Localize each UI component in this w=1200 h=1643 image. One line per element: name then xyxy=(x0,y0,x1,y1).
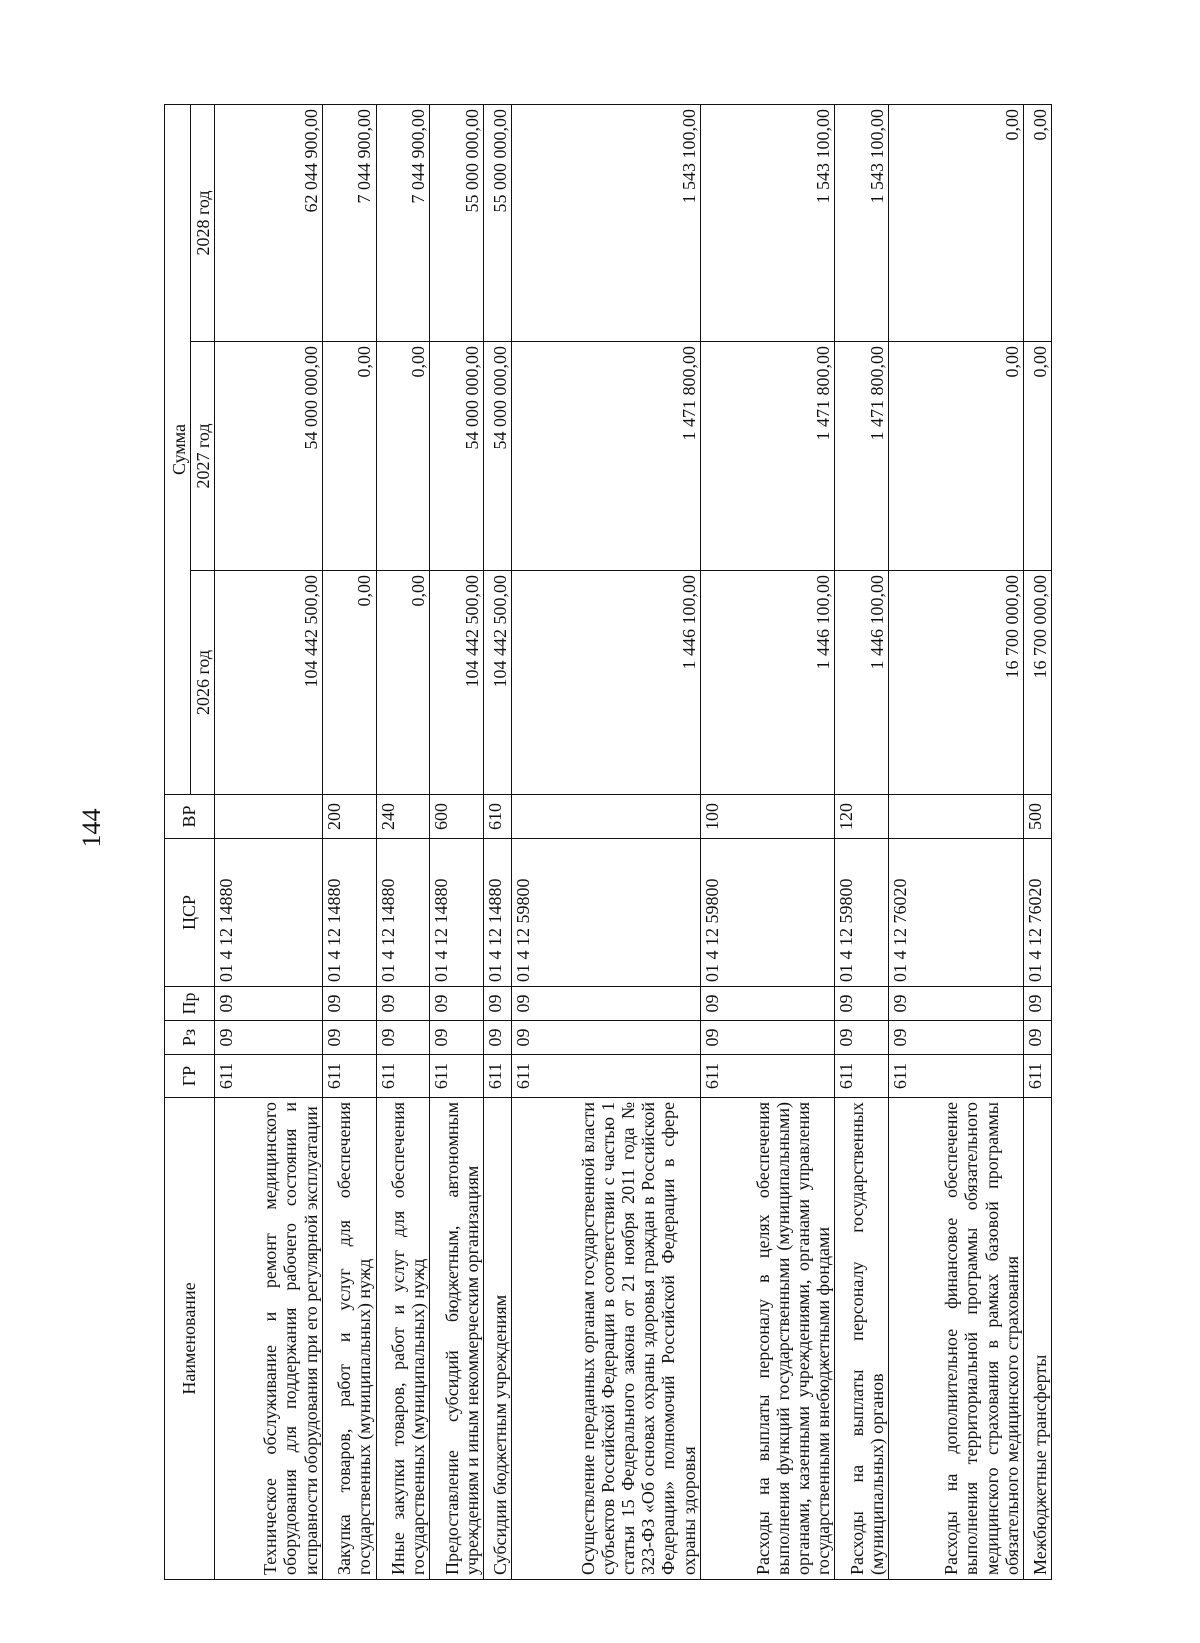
cell-amount-2028: 0,00 xyxy=(1023,104,1051,341)
cell-amount-2026: 1 446 100,00 xyxy=(835,571,889,795)
cell-pr: 09 xyxy=(430,987,484,1021)
cell-csr: 01 4 12 76020 xyxy=(1023,839,1051,987)
cell-csr: 01 4 12 59800 xyxy=(835,839,889,987)
cell-name: Расходы на выплаты персоналу государственных (муниципальных) органов xyxy=(835,1098,889,1580)
header-name: Наименование xyxy=(165,1098,215,1580)
cell-rz: 09 xyxy=(322,1021,376,1055)
cell-amount-2026: 0,00 xyxy=(322,571,376,795)
table-row xyxy=(322,104,376,1579)
cell-gr: 611 xyxy=(376,1055,430,1098)
cell-amount-2026: 104 442 500,00 xyxy=(484,571,512,795)
cell-amount-2027: 54 000 000,00 xyxy=(215,342,323,571)
cell-amount-2026: 16 700 000,00 xyxy=(1023,571,1051,795)
cell-amount-2027: 0,00 xyxy=(322,342,376,571)
header-year-2027: 2027 год xyxy=(191,342,215,571)
cell-vr xyxy=(889,795,1024,839)
cell-gr: 611 xyxy=(322,1055,376,1098)
cell-vr: 100 xyxy=(700,795,835,839)
cell-rz: 09 xyxy=(376,1021,430,1055)
header-rz: Рз xyxy=(165,1021,215,1055)
cell-csr: 01 4 12 14880 xyxy=(215,839,323,987)
cell-pr: 09 xyxy=(322,987,376,1021)
header-sum: Сумма xyxy=(165,104,191,794)
cell-amount-2027: 0,00 xyxy=(1023,342,1051,571)
cell-amount-2026: 1 446 100,00 xyxy=(512,571,700,795)
cell-gr: 611 xyxy=(215,1055,323,1098)
page-number: 144 xyxy=(77,808,106,848)
cell-pr: 09 xyxy=(512,987,700,1021)
cell-vr: 600 xyxy=(430,795,484,839)
cell-gr: 611 xyxy=(484,1055,512,1098)
cell-amount-2028: 1 543 100,00 xyxy=(700,104,835,341)
cell-rz: 09 xyxy=(512,1021,700,1055)
cell-vr: 240 xyxy=(376,795,430,839)
table-row xyxy=(835,104,889,1579)
cell-vr: 500 xyxy=(1023,795,1051,839)
cell-amount-2028: 55 000 000,00 xyxy=(484,104,512,341)
header-year-2026: 2026 год xyxy=(191,571,215,795)
cell-gr: 611 xyxy=(700,1055,835,1098)
cell-rz: 09 xyxy=(835,1021,889,1055)
table-row xyxy=(1023,104,1051,1579)
cell-amount-2027: 54 000 000,00 xyxy=(484,342,512,571)
cell-rz: 09 xyxy=(430,1021,484,1055)
header-vr: ВР xyxy=(165,795,215,839)
cell-amount-2028: 62 044 900,00 xyxy=(215,104,323,341)
cell-amount-2027: 54 000 000,00 xyxy=(430,342,484,571)
table-row xyxy=(430,104,484,1579)
cell-name: Осуществление переданных органам государственной власти субъектов Российской Федерации в соответствии с частью 1 статьи 15 Федерального закона от 21 ноября 2011 года № 323-ФЗ «Об основах охраны здоровья граждан в Российской Федерации» полномочий Российской Федерации в сфере охраны здоровья xyxy=(512,1098,700,1580)
cell-vr: 120 xyxy=(835,795,889,839)
cell-rz: 09 xyxy=(700,1021,835,1055)
cell-name: Субсидии бюджетным учреждениям xyxy=(484,1098,512,1580)
cell-gr: 611 xyxy=(835,1055,889,1098)
cell-pr: 09 xyxy=(700,987,835,1021)
cell-csr: 01 4 12 14880 xyxy=(430,839,484,987)
rotated-table-container xyxy=(164,105,1052,1580)
table-row xyxy=(700,104,835,1579)
cell-gr: 611 xyxy=(430,1055,484,1098)
table-row xyxy=(512,104,700,1579)
cell-gr: 611 xyxy=(1023,1055,1051,1098)
cell-rz: 09 xyxy=(889,1021,1024,1055)
cell-name: Расходы на выплаты персоналу в целях обеспечения выполнения функций государственными (муниципальными) органами, казенными учреждениями, органами управления государственными внебюджетными фондами xyxy=(700,1098,835,1580)
cell-gr: 611 xyxy=(889,1055,1024,1098)
cell-vr: 610 xyxy=(484,795,512,839)
cell-pr: 09 xyxy=(215,987,323,1021)
cell-vr xyxy=(215,795,323,839)
header-pr: Пр xyxy=(165,987,215,1021)
cell-pr: 09 xyxy=(376,987,430,1021)
cell-amount-2027: 0,00 xyxy=(889,342,1024,571)
cell-name: Закупка товаров, работ и услуг для обеспечения государственных (муниципальных) нужд xyxy=(322,1098,376,1580)
header-csr: ЦСР xyxy=(165,839,215,987)
cell-amount-2028: 1 543 100,00 xyxy=(835,104,889,341)
cell-amount-2027: 1 471 800,00 xyxy=(835,342,889,571)
cell-amount-2027: 0,00 xyxy=(376,342,430,571)
header-year-2028: 2028 год xyxy=(191,104,215,341)
cell-csr: 01 4 12 59800 xyxy=(700,839,835,987)
cell-amount-2027: 1 471 800,00 xyxy=(512,342,700,571)
cell-amount-2026: 1 446 100,00 xyxy=(700,571,835,795)
cell-amount-2026: 104 442 500,00 xyxy=(430,571,484,795)
table-row xyxy=(376,104,430,1579)
cell-amount-2028: 7 044 900,00 xyxy=(322,104,376,341)
cell-rz: 09 xyxy=(1023,1021,1051,1055)
cell-name: Предоставление субсидий бюджетным, автономным учреждениям и иным некоммерческим организациям xyxy=(430,1098,484,1580)
cell-vr xyxy=(512,795,700,839)
cell-rz: 09 xyxy=(215,1021,323,1055)
cell-pr: 09 xyxy=(484,987,512,1021)
cell-amount-2026: 104 442 500,00 xyxy=(215,571,323,795)
cell-gr: 611 xyxy=(512,1055,700,1098)
cell-name: Межбюджетные трансферты xyxy=(1023,1098,1051,1580)
cell-vr: 200 xyxy=(322,795,376,839)
cell-rz: 09 xyxy=(484,1021,512,1055)
cell-pr: 09 xyxy=(1023,987,1051,1021)
header-gr: ГР xyxy=(165,1055,215,1098)
table-row xyxy=(889,104,1024,1579)
cell-amount-2028: 55 000 000,00 xyxy=(430,104,484,341)
cell-csr: 01 4 12 14880 xyxy=(376,839,430,987)
table-row xyxy=(484,104,512,1579)
cell-pr: 09 xyxy=(889,987,1024,1021)
cell-amount-2027: 1 471 800,00 xyxy=(700,342,835,571)
cell-amount-2028: 0,00 xyxy=(889,104,1024,341)
cell-name: Иные закупки товаров, работ и услуг для обеспечения государственных (муниципальных) нужд xyxy=(376,1098,430,1580)
cell-name: Техническое обслуживание и ремонт медицинского оборудования для поддержания рабочего состояния и исправности оборудования при его регулярной эксплуатации xyxy=(215,1098,323,1580)
cell-csr: 01 4 12 14880 xyxy=(484,839,512,987)
cell-csr: 01 4 12 76020 xyxy=(889,839,1024,987)
cell-name: Расходы на дополнительное финансовое обеспечение выполнения территориальной программы обязательного медицинского страхования в рамках базовой программы обязательного медицинского страхования xyxy=(889,1098,1024,1580)
table-row xyxy=(215,104,323,1579)
budget-table xyxy=(164,104,1052,1580)
table-body xyxy=(215,104,1052,1579)
cell-amount-2026: 0,00 xyxy=(376,571,430,795)
cell-csr: 01 4 12 14880 xyxy=(322,839,376,987)
cell-amount-2028: 7 044 900,00 xyxy=(376,104,430,341)
cell-csr: 01 4 12 59800 xyxy=(512,839,700,987)
cell-amount-2028: 1 543 100,00 xyxy=(512,104,700,341)
cell-amount-2026: 16 700 000,00 xyxy=(889,571,1024,795)
cell-pr: 09 xyxy=(835,987,889,1021)
